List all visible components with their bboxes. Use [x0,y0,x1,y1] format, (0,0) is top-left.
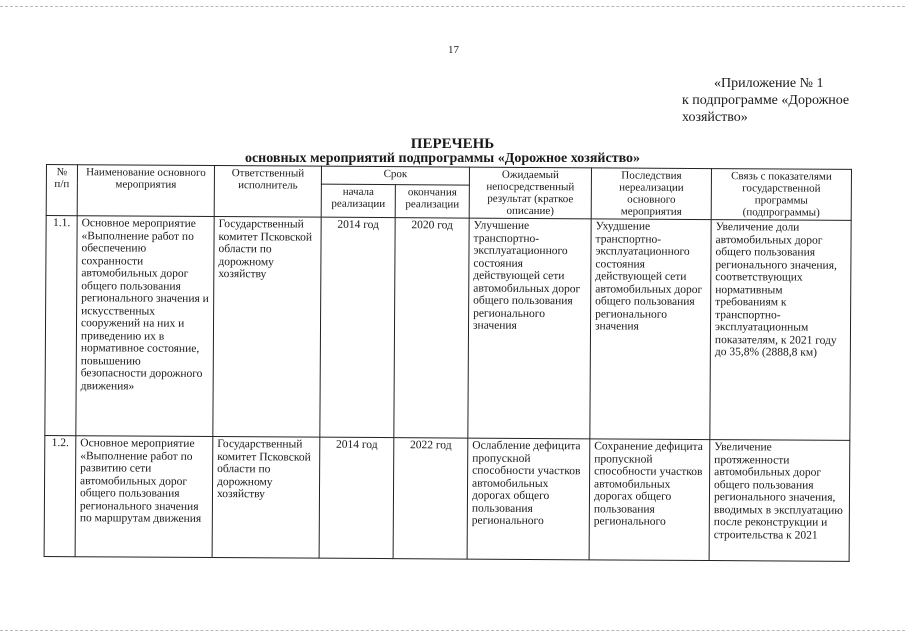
row-num: 1.1. [45,216,77,436]
row-start: 2014 год [320,217,395,437]
appendix-note [682,75,849,126]
row-link: Увеличение протяженности автомобильных дорог общего пользования регионального значения, вводимых в эксплуатацию после реконструкции и строительства к 2021 [709,440,850,562]
table-header-row [46,165,851,188]
document-subtitle: основных мероприятий подпрограммы «Дорожное хозяйство» [244,151,641,166]
row-executor: Государственный комитет Псковской области по дорожному хозяйству [212,437,320,559]
row-name: Основное мероприятие «Выполнение работ по обеспечению сохранности автомобильных дорог общего пользования регионального значения и искусственных сооружений на них и приведению их в нормативное состояние, повышению безопасности дорожного движения» [76,216,214,437]
row-link: Увеличение доли автомобильных дорог общего пользования регионального значения, соответствующих нормативным требованиям к транспортно-эксплуатационным показателям, к 2021 году до 35,8% (2888,8 км) [710,220,851,441]
page-number: 17 [448,44,459,56]
row-end: 2022 год [393,438,468,559]
row-result: Улучшение транспортно-эксплуатационного состояния действующей сети автомобильных дорог общего пользования регионального значения [468,218,591,439]
row-num: 1.2. [44,435,76,556]
table-row [44,435,850,561]
header-executor: Ответственный исполнитель [214,166,321,218]
row-end: 2020 год [394,218,469,438]
row-start: 2014 год [319,437,394,558]
scan-edge-top [0,6,905,7]
header-name: Наименование основного мероприятия [77,165,214,217]
table-row [45,216,851,441]
row-consequences: Ухудшение транспортно-эксплуатационного состояния действующей сети автомобильных дорог общего пользования регионального значения [590,219,711,440]
row-name: Основное мероприятие «Выполнение работ по развитию сети автомобильных дорог общего пользования регионального значения по маршрутам движения [75,436,213,558]
header-link: Связь с показателями государственной программы (подпрограммы) [711,169,851,221]
appendix-line-3: хозяйство» [682,110,748,125]
header-term: Срок [321,166,469,185]
header-end: окончания реализации [395,185,469,218]
header-result: Ожидаемый непосредственный результат (краткое описание) [469,167,591,219]
measures-table [44,164,852,562]
appendix-line-2: к подпрограмме «Дорожное [682,93,850,108]
row-consequences: Сохранение дефицита пропускной способности участков автомобильных дорогах общего пользования регионального [589,439,710,561]
header-num: № п/п [46,165,77,216]
document-title: ПЕРЕЧЕНЬ [410,136,495,152]
scan-edge-bottom [0,630,905,631]
appendix-line-1: «Приложение № 1 [714,76,824,91]
header-start: начала реализации [321,184,395,217]
row-executor: Государственный комитет Псковской области по дорожному хозяйству [213,217,321,438]
row-result: Ослабление дефицита пропускной способности участков автомобильных дорогах общего пользования регионального [467,438,590,560]
header-consequences: Последствия нереализации основного мероприятия [591,168,711,220]
